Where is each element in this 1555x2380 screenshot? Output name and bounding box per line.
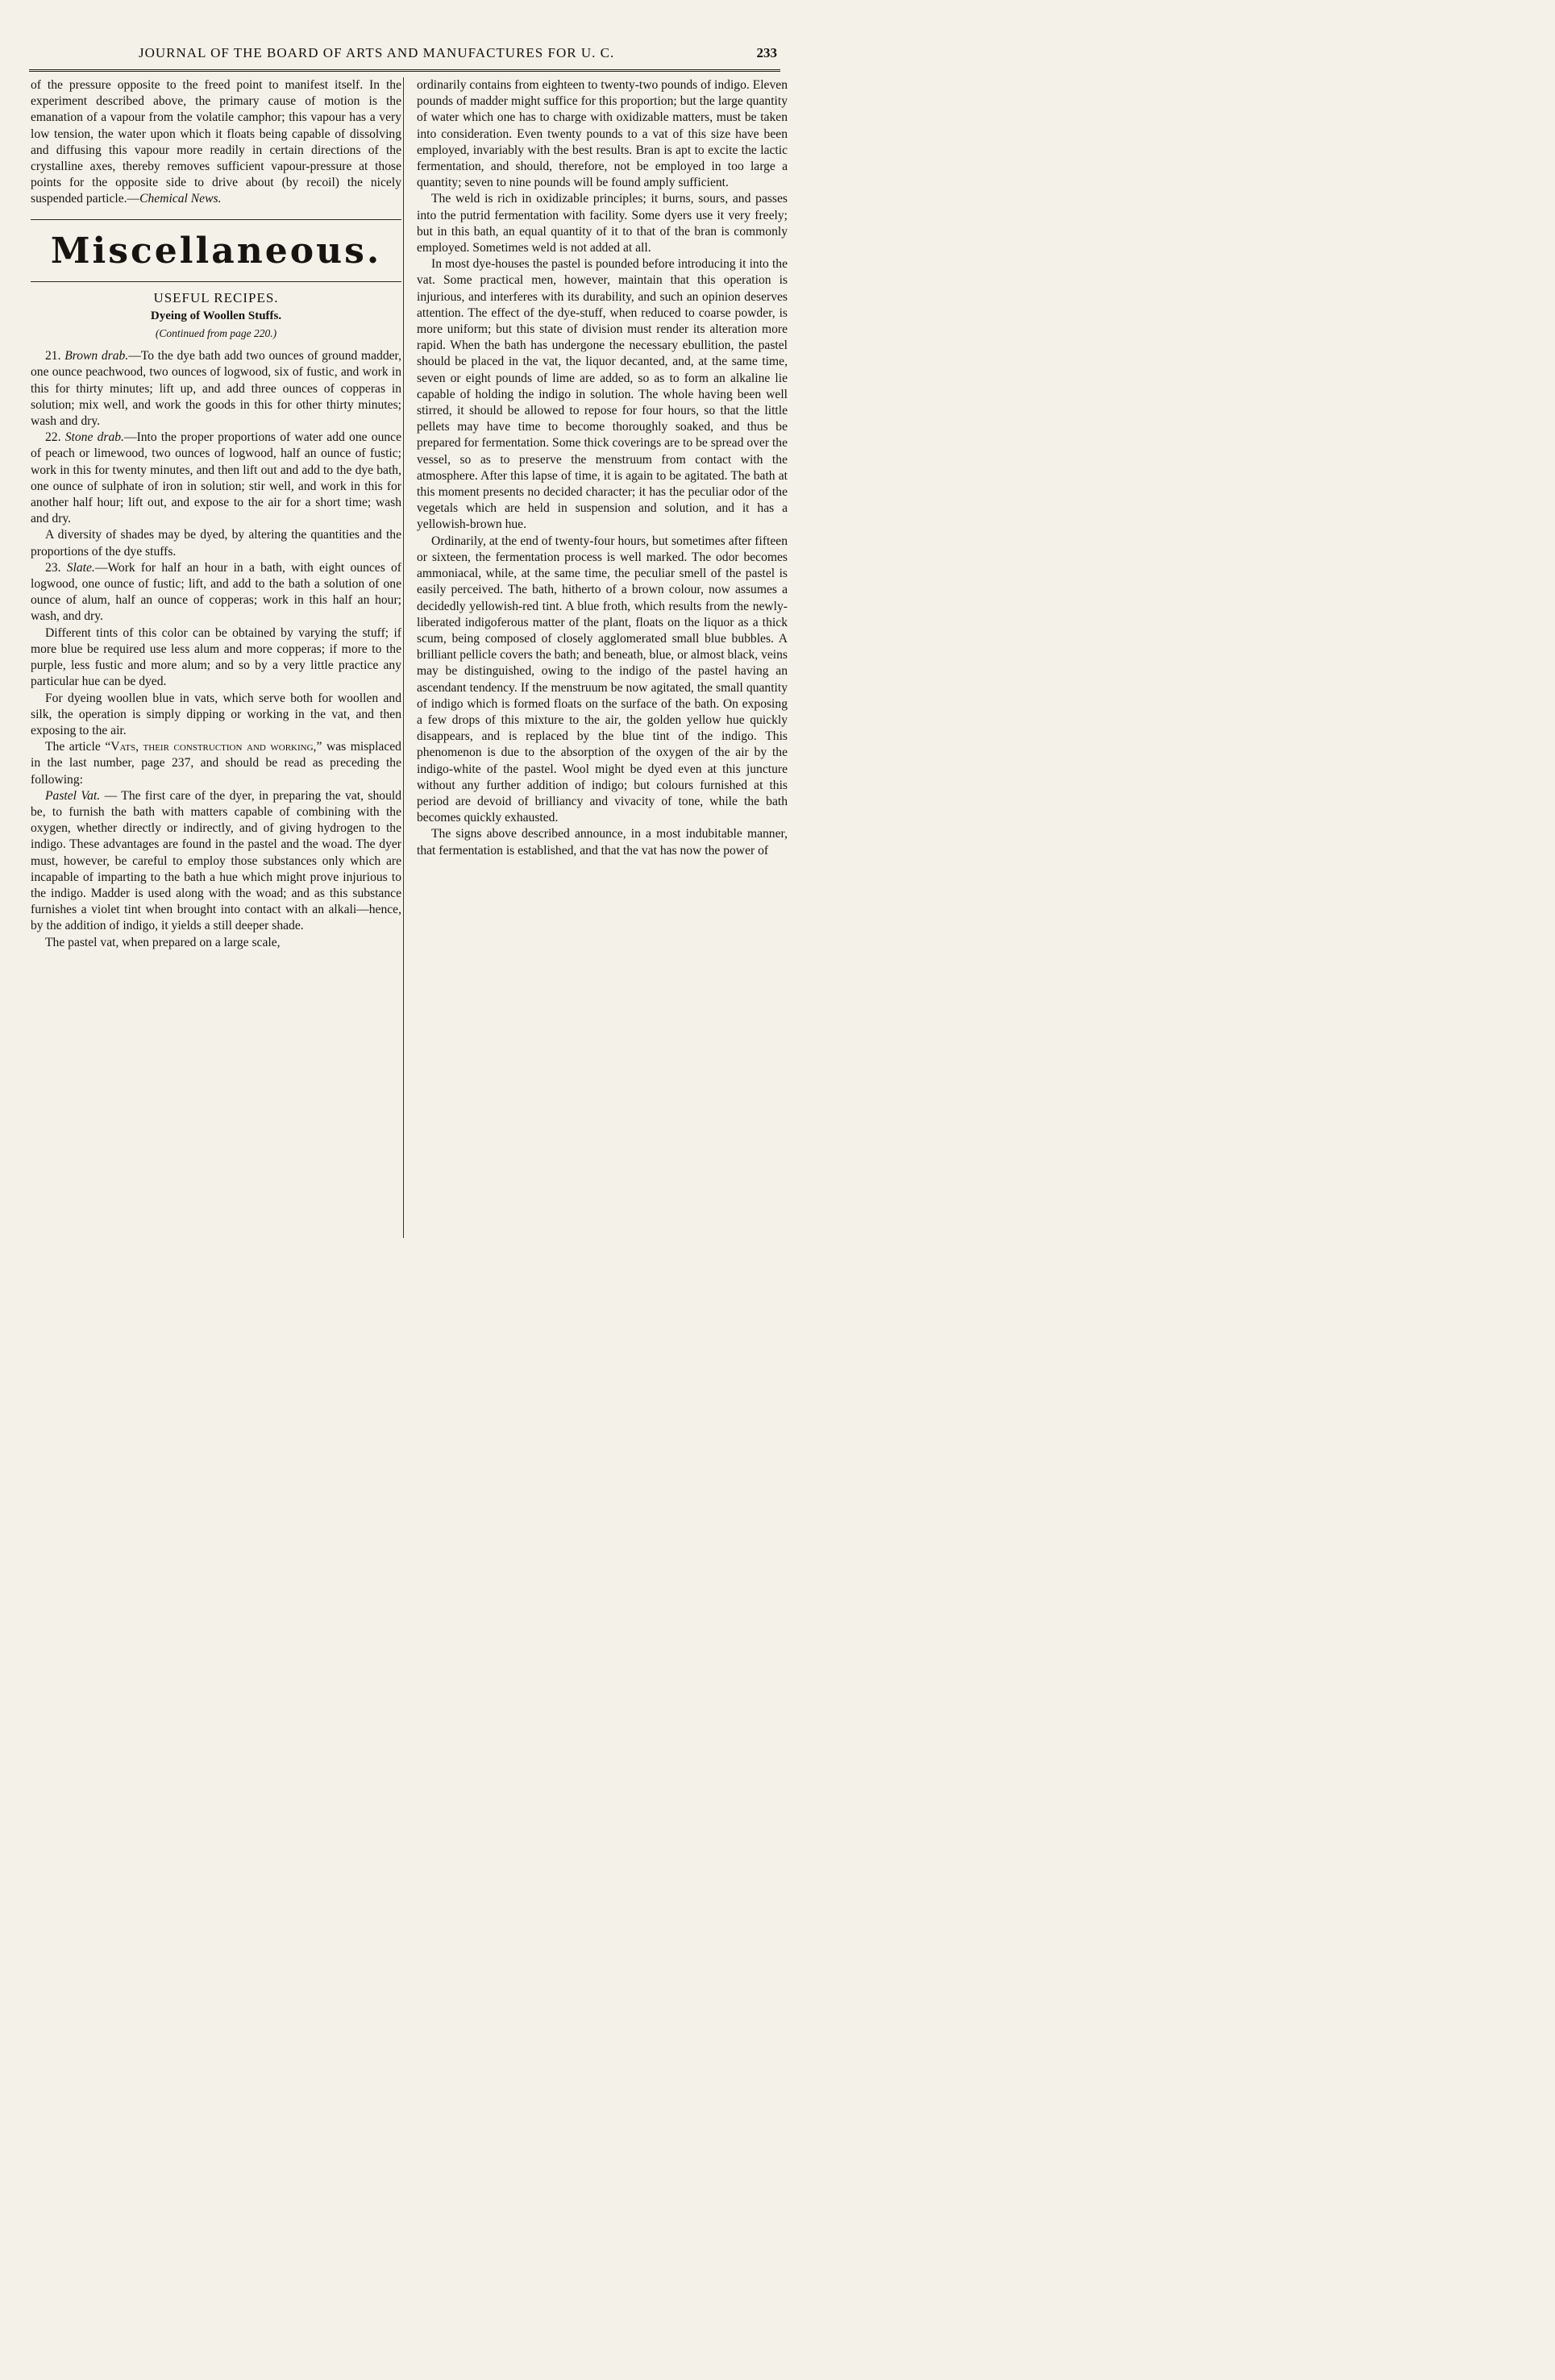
paragraph-2: The weld is rich in oxidizable principles; it burns, sours, and passes into the putrid fermentation with facility. Some dyers use it very freely; but in this bath, an equal quantity of it to that of the bran is commonly employed. Sometimes weld is not added at all. xyxy=(417,192,788,255)
recipe-22-note: A diversity of shades may be dyed, by altering the quantities and the proportions of the dye stuffs. xyxy=(31,528,401,559)
pastel-vat-last-line: The pastel vat, when prepared on a large scale, xyxy=(45,935,281,949)
recipe-22: 22. Stone drab.—Into the proper proportions of water add one ounce of peach or limewood, two ounces of logwood, half an ounce of fustic; work in this for twenty minutes, and then lift out and add to the dye bath, one ounce of sulphate of iron in solution; stir well, and work in this for another half hour; lift out, and expose to the air for a short time; wash and dry. xyxy=(31,430,401,526)
section-title: Miscellaneous. xyxy=(50,230,382,272)
section-divider xyxy=(31,219,401,220)
column-divider xyxy=(403,77,404,1238)
blue-vat-note: For dyeing woollen blue in vats, which serve both for woollen and silk, the operation is simply dipping or working in the vat, and then exposing to the air. xyxy=(31,691,401,737)
paragraph-5: The signs above described announce, in a most indubitable manner, that fermentation is established, and that the vat has now the power of xyxy=(417,827,788,858)
paragraph-opening: of the pressure opposite to the freed point to manifest itself. In the experiment described above, the primary cause of motion is the emanation of a vapour from the volatile camphor; this vapour has a very low tension, the water upon which it floats being capable of dissolving and diffusing this vapour more readily in certain directions of the crystalline axes, thereby removes sufficient vapour-pressure at those points for the opposite side to drive about (by recoil) the nicely suspended particle.—Chemical News. xyxy=(31,78,401,206)
source-citation: Chemical News. xyxy=(139,192,222,206)
section-divider-lower xyxy=(31,281,401,282)
recipe-23: 23. Slate.—Work for half an hour in a bath, with eight ounces of logwood, one ounce of fustic; lift, and add to the bath a solution of one ounce of alum, half an ounce of copperas; work in this half an hour; wash, and dry. xyxy=(31,560,402,624)
misplaced-notice: The article “Vats, their construction and working,” was misplaced in the last number, page 237, and should be read as preceding the following: xyxy=(31,740,401,787)
recipe-21: 21. Brown drab.—To the dye bath add two ounces of ground madder, one ounce peachwood, two ounces of logwood, six of fustic, and work in this for thirty minutes; lift up, and add three ounces of copperas in solution; mix well, and work the goods in this for other thirty minutes; wash and dry. xyxy=(31,349,401,429)
paragraph-3: In most dye-houses the pastel is pounded before introducing it into the vat. Some practical men, however, maintain that this operation is injurious, and interferes with its durability, and such an opinion deserves attention. The effect of the dye-stuff, when reduced to coarse powder, is more uniform; but this state of division must render its alteration more rapid. When the bath has undergone the necessary ebullition, the pastel should be placed in the vat, the liquor decanted, and, at the same time, seven or eight pounds of lime are added, so as to form an alkaline lie capable of holding the indigo in solution. The whole having been well stirred, it should be allowed to repose for four hours, so that the little pellets may have time to become thoroughly soaked, and thus be prepared for fermentation. Some thick coverings are to be spread over the vessel, so as to preserve the menstruum from contact with the atmosphere. After this lapse of time, it is again to be agitated. The bath at this moment presents no decided character; it has the peculiar odor of the vegetals which are held in suspension and solution, and it has a yellowish-brown hue. xyxy=(417,257,788,532)
recipes-heading: USEFUL RECIPES. xyxy=(153,289,279,305)
right-column xyxy=(417,77,788,859)
continued-note: (Continued from page 220.) xyxy=(155,327,277,340)
left-column xyxy=(31,77,401,951)
pastel-vat-paragraph: Pastel Vat. — The first care of the dyer, in preparing the vat, should be, to furnish the bath with matters capable of combining with the oxygen, whether directly or indirectly, and of giving hydrogen to the indigo. These advantages are found in the pastel and the woad. The dyer must, however, be careful to employ those substances only which are incapable of imparting to the bath a hue which might prove injurious to the indigo. Madder is used along with the woad; and as this substance furnishes a violet tint when brought into contact with an alkali—hence, by the addition of indigo, it yields a still deeper shade. xyxy=(31,788,402,933)
running-header xyxy=(29,45,780,64)
paragraph-1: ordinarily contains from eighteen to twenty-two pounds of indigo. Eleven pounds of madder might suffice for this proportion; but the large quantity of water which one has to charge with oxidizable matters, must be taken into consideration. Even twenty pounds to a vat of this size have been employed, invariably with the best results. Bran is apt to excite the lactic fermentation, and should, therefore, not be employed in too large a quantity; seven to nine pounds will be found amply sufficient. xyxy=(417,78,788,190)
page-number: 233 xyxy=(756,45,777,60)
paragraph-4: Ordinarily, at the end of twenty-four hours, but sometimes after fifteen or sixteen, the fermentation process is well marked. The odor becomes ammoniacal, while, at the same time, the peculiar smell of the pastel is easily perceived. The bath, hitherto of a brown colour, now assumes a decidedly yellowish-red tint. A blue froth, which results from the newly-liberated indigoferous matter of the plant, floats on the liquor as a thick scum, being composed of closely agglomerated small blue bubbles. A brilliant pellicle covers the bath; and beneath, blue, or almost black, veins may be distinguished, owing to the indigo of the pastel having an ascendant tendency. If the menstruum be now agitated, the small quantity of indigo which is formed floats on the surface of the bath. On exposing a few drops of this mixture to the air, the golden yellow hue quickly disappears, and is replaced by the blue tint of the indigo. This phenomenon is due to the absorption of the oxygen of the air by the indigo-white of the pastel. Wool might be dyed even at this juncture without any further addition of indigo; but colours furnished at this period are devoid of brilliancy and vivacity of tone, while the bath becomes quickly exhausted. xyxy=(417,534,788,825)
recipe-23-note: Different tints of this color can be obtained by varying the stuff; if more blue be required use less alum and more copperas; if more to the purple, less fustic and more alum; and so by a very little practice any particular hue can be dyed. xyxy=(31,625,401,689)
journal-title: JOURNAL OF THE BOARD OF ARTS AND MANUFACTURES FOR U. C. xyxy=(139,45,615,60)
header-rule xyxy=(29,69,780,72)
recipes-subheading: Dyeing of Woollen Stuffs. xyxy=(150,309,282,322)
